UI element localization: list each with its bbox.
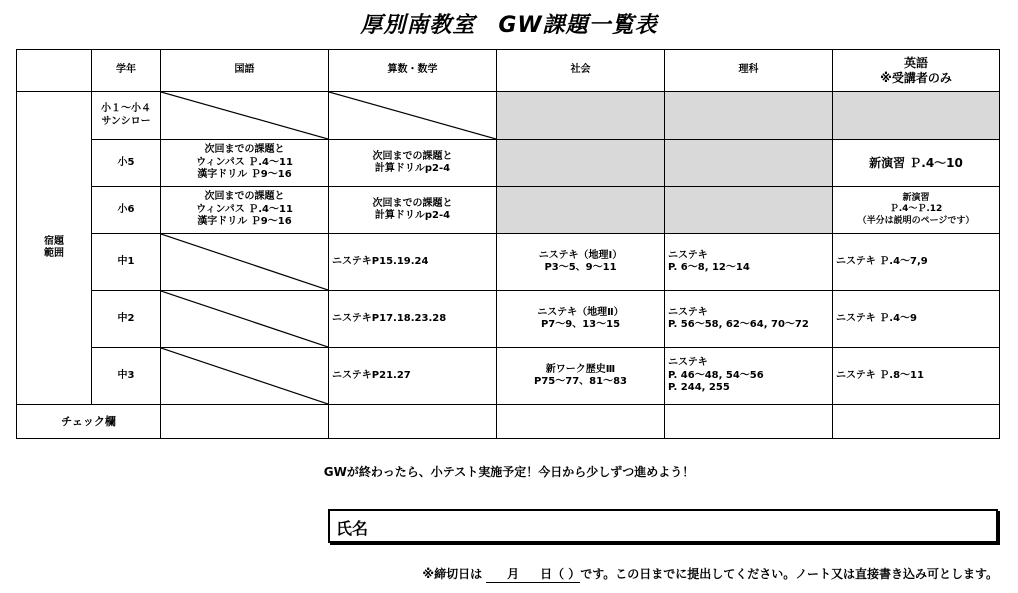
e6-english-line1: 新演習 bbox=[902, 193, 930, 204]
e5-japanese-line3: 漢字ドリル Ｐ9～16 bbox=[197, 169, 292, 181]
row-j1 bbox=[17, 234, 1000, 291]
j2-science-line1: ニステキ bbox=[668, 306, 708, 318]
e6-science-empty bbox=[665, 187, 833, 234]
check-japanese[interactable] bbox=[161, 405, 329, 439]
e5-math bbox=[329, 140, 497, 187]
diagonal-slash bbox=[161, 92, 328, 139]
diagonal-slash bbox=[161, 348, 328, 404]
row-j3 bbox=[17, 348, 1000, 405]
j1-english: ニステキ Ｐ.4～7,9 bbox=[833, 234, 1000, 291]
grade-e6: 小6 bbox=[92, 187, 161, 234]
e6-math bbox=[329, 187, 497, 234]
elem-low-science-empty bbox=[665, 92, 833, 140]
e5-math-line1: 次回までの課題と bbox=[372, 150, 453, 162]
assignment-table bbox=[16, 49, 1000, 439]
elem-low-math-empty bbox=[329, 92, 497, 140]
j1-social-line1: ニステキ（地理Ⅰ） bbox=[538, 249, 623, 261]
j3-science-line3: P. 244, 255 bbox=[668, 382, 730, 394]
e6-math-line2: 計算ドリルp2-4 bbox=[374, 210, 451, 221]
e6-japanese-line2: ウィンパス Ｐ.4～11 bbox=[196, 203, 293, 215]
deadline-suffix: です。この日までに提出してください。ノート又は直接書き込み可とします。 bbox=[580, 567, 998, 581]
j2-science-line2: P. 56～58, 62～64, 70～72 bbox=[668, 319, 809, 330]
deadline-text bbox=[0, 565, 998, 583]
header-grade: 学年 bbox=[92, 50, 161, 92]
deadline-month-label: 月 bbox=[507, 567, 520, 581]
grade-elem-low bbox=[92, 92, 161, 140]
header-science: 理科 bbox=[665, 50, 833, 92]
j1-japanese-empty bbox=[161, 234, 329, 291]
j3-science-line1: ニステキ bbox=[668, 357, 708, 369]
j1-science-line2: P. 6～8, 12～14 bbox=[668, 262, 750, 273]
e6-math-line1: 次回までの課題と bbox=[372, 197, 453, 209]
diagonal-slash bbox=[161, 234, 328, 290]
e6-social-empty bbox=[497, 187, 665, 234]
row-j2 bbox=[17, 291, 1000, 348]
name-field[interactable] bbox=[328, 509, 998, 543]
j1-social bbox=[497, 234, 665, 291]
corner-cell bbox=[17, 50, 92, 92]
header-math: 算数・数学 bbox=[329, 50, 497, 92]
check-social[interactable] bbox=[497, 405, 665, 439]
elem-low-japanese-empty bbox=[161, 92, 329, 140]
e6-english-line3: （半分は説明のページです） bbox=[857, 215, 975, 226]
e5-japanese-line1: 次回までの課題と bbox=[204, 144, 285, 156]
j2-social bbox=[497, 291, 665, 348]
j1-science bbox=[665, 234, 833, 291]
diagonal-slash bbox=[329, 92, 496, 139]
j2-english: ニステキ Ｐ.4～9 bbox=[833, 291, 1000, 348]
diagonal-slash bbox=[161, 291, 328, 347]
e5-science-empty bbox=[665, 140, 833, 187]
row-e5 bbox=[17, 140, 1000, 187]
elem-low-social-empty bbox=[497, 92, 665, 140]
header-english-line2: ※受講者のみ bbox=[880, 70, 952, 85]
j2-social-line2: P7～9、13～15 bbox=[540, 319, 621, 330]
j2-math: ニステキP17.18.23.28 bbox=[329, 291, 497, 348]
deadline-day-label: 日（ ） bbox=[540, 567, 581, 581]
header-japanese: 国語 bbox=[161, 50, 329, 92]
check-label: チェック欄 bbox=[17, 405, 161, 439]
e5-math-line2: 計算ドリルp2-4 bbox=[374, 163, 451, 174]
e5-japanese bbox=[161, 140, 329, 187]
header-english-line1: 英語 bbox=[903, 55, 928, 70]
j2-social-line1: ニステキ（地理Ⅱ） bbox=[537, 306, 624, 318]
e6-english bbox=[833, 187, 1000, 234]
header-row bbox=[17, 50, 1000, 92]
row-e6 bbox=[17, 187, 1000, 234]
header-social: 社会 bbox=[497, 50, 665, 92]
check-english[interactable] bbox=[833, 405, 1000, 439]
j3-social-line1: 新ワーク歴史Ⅲ bbox=[545, 363, 616, 375]
j1-social-line2: P3～5、9～11 bbox=[544, 262, 617, 273]
side-label-line1: 宿題 bbox=[44, 235, 64, 247]
j3-social-line2: P75～77、81～83 bbox=[534, 376, 627, 387]
e6-japanese bbox=[161, 187, 329, 234]
deadline-month-blank[interactable] bbox=[486, 565, 580, 583]
notice-text: GWが終わったら、小テスト実施予定！今日から少しずつ進めよう！ bbox=[323, 465, 695, 479]
j3-japanese-empty bbox=[161, 348, 329, 405]
elem-low-english-empty bbox=[833, 92, 1000, 140]
row-elem-low bbox=[17, 92, 1000, 140]
e6-japanese-line3: 漢字ドリル Ｐ9～16 bbox=[197, 216, 292, 228]
grade-elem-low-line1: 小１～小４ bbox=[101, 103, 151, 114]
homework-range-label bbox=[17, 92, 92, 405]
grade-j2: 中2 bbox=[92, 291, 161, 348]
j2-science bbox=[665, 291, 833, 348]
check-math[interactable] bbox=[329, 405, 497, 439]
check-science[interactable] bbox=[665, 405, 833, 439]
deadline-prefix: ※締切日は bbox=[422, 567, 483, 581]
row-check bbox=[17, 405, 1000, 439]
j3-english: ニステキ Ｐ.8～11 bbox=[833, 348, 1000, 405]
e5-social-empty bbox=[497, 140, 665, 187]
j1-science-line1: ニステキ bbox=[668, 249, 708, 261]
j3-science bbox=[665, 348, 833, 405]
name-label: 氏名 bbox=[336, 519, 369, 538]
j3-science-line2: P. 46～48, 54～56 bbox=[668, 369, 764, 381]
grade-j1: 中1 bbox=[92, 234, 161, 291]
grade-elem-low-line2: サンシロー bbox=[101, 115, 151, 127]
e6-japanese-line1: 次回までの課題と bbox=[204, 191, 285, 203]
grade-e5: 小5 bbox=[92, 140, 161, 187]
e6-english-line2: Ｐ.4～Ｐ.12 bbox=[889, 204, 943, 215]
side-label-line2: 範囲 bbox=[44, 248, 64, 259]
grade-j3: 中3 bbox=[92, 348, 161, 405]
e5-japanese-line2: ウィンパス Ｐ.4～11 bbox=[196, 156, 293, 168]
e5-english: 新演習 Ｐ.4～10 bbox=[833, 140, 1000, 187]
j2-japanese-empty bbox=[161, 291, 329, 348]
j3-math: ニステキP21.27 bbox=[329, 348, 497, 405]
page-title: 厚別南教室 GW課題一覧表 bbox=[360, 13, 658, 38]
header-english bbox=[833, 50, 1000, 92]
j1-math: ニステキP15.19.24 bbox=[329, 234, 497, 291]
j3-social bbox=[497, 348, 665, 405]
